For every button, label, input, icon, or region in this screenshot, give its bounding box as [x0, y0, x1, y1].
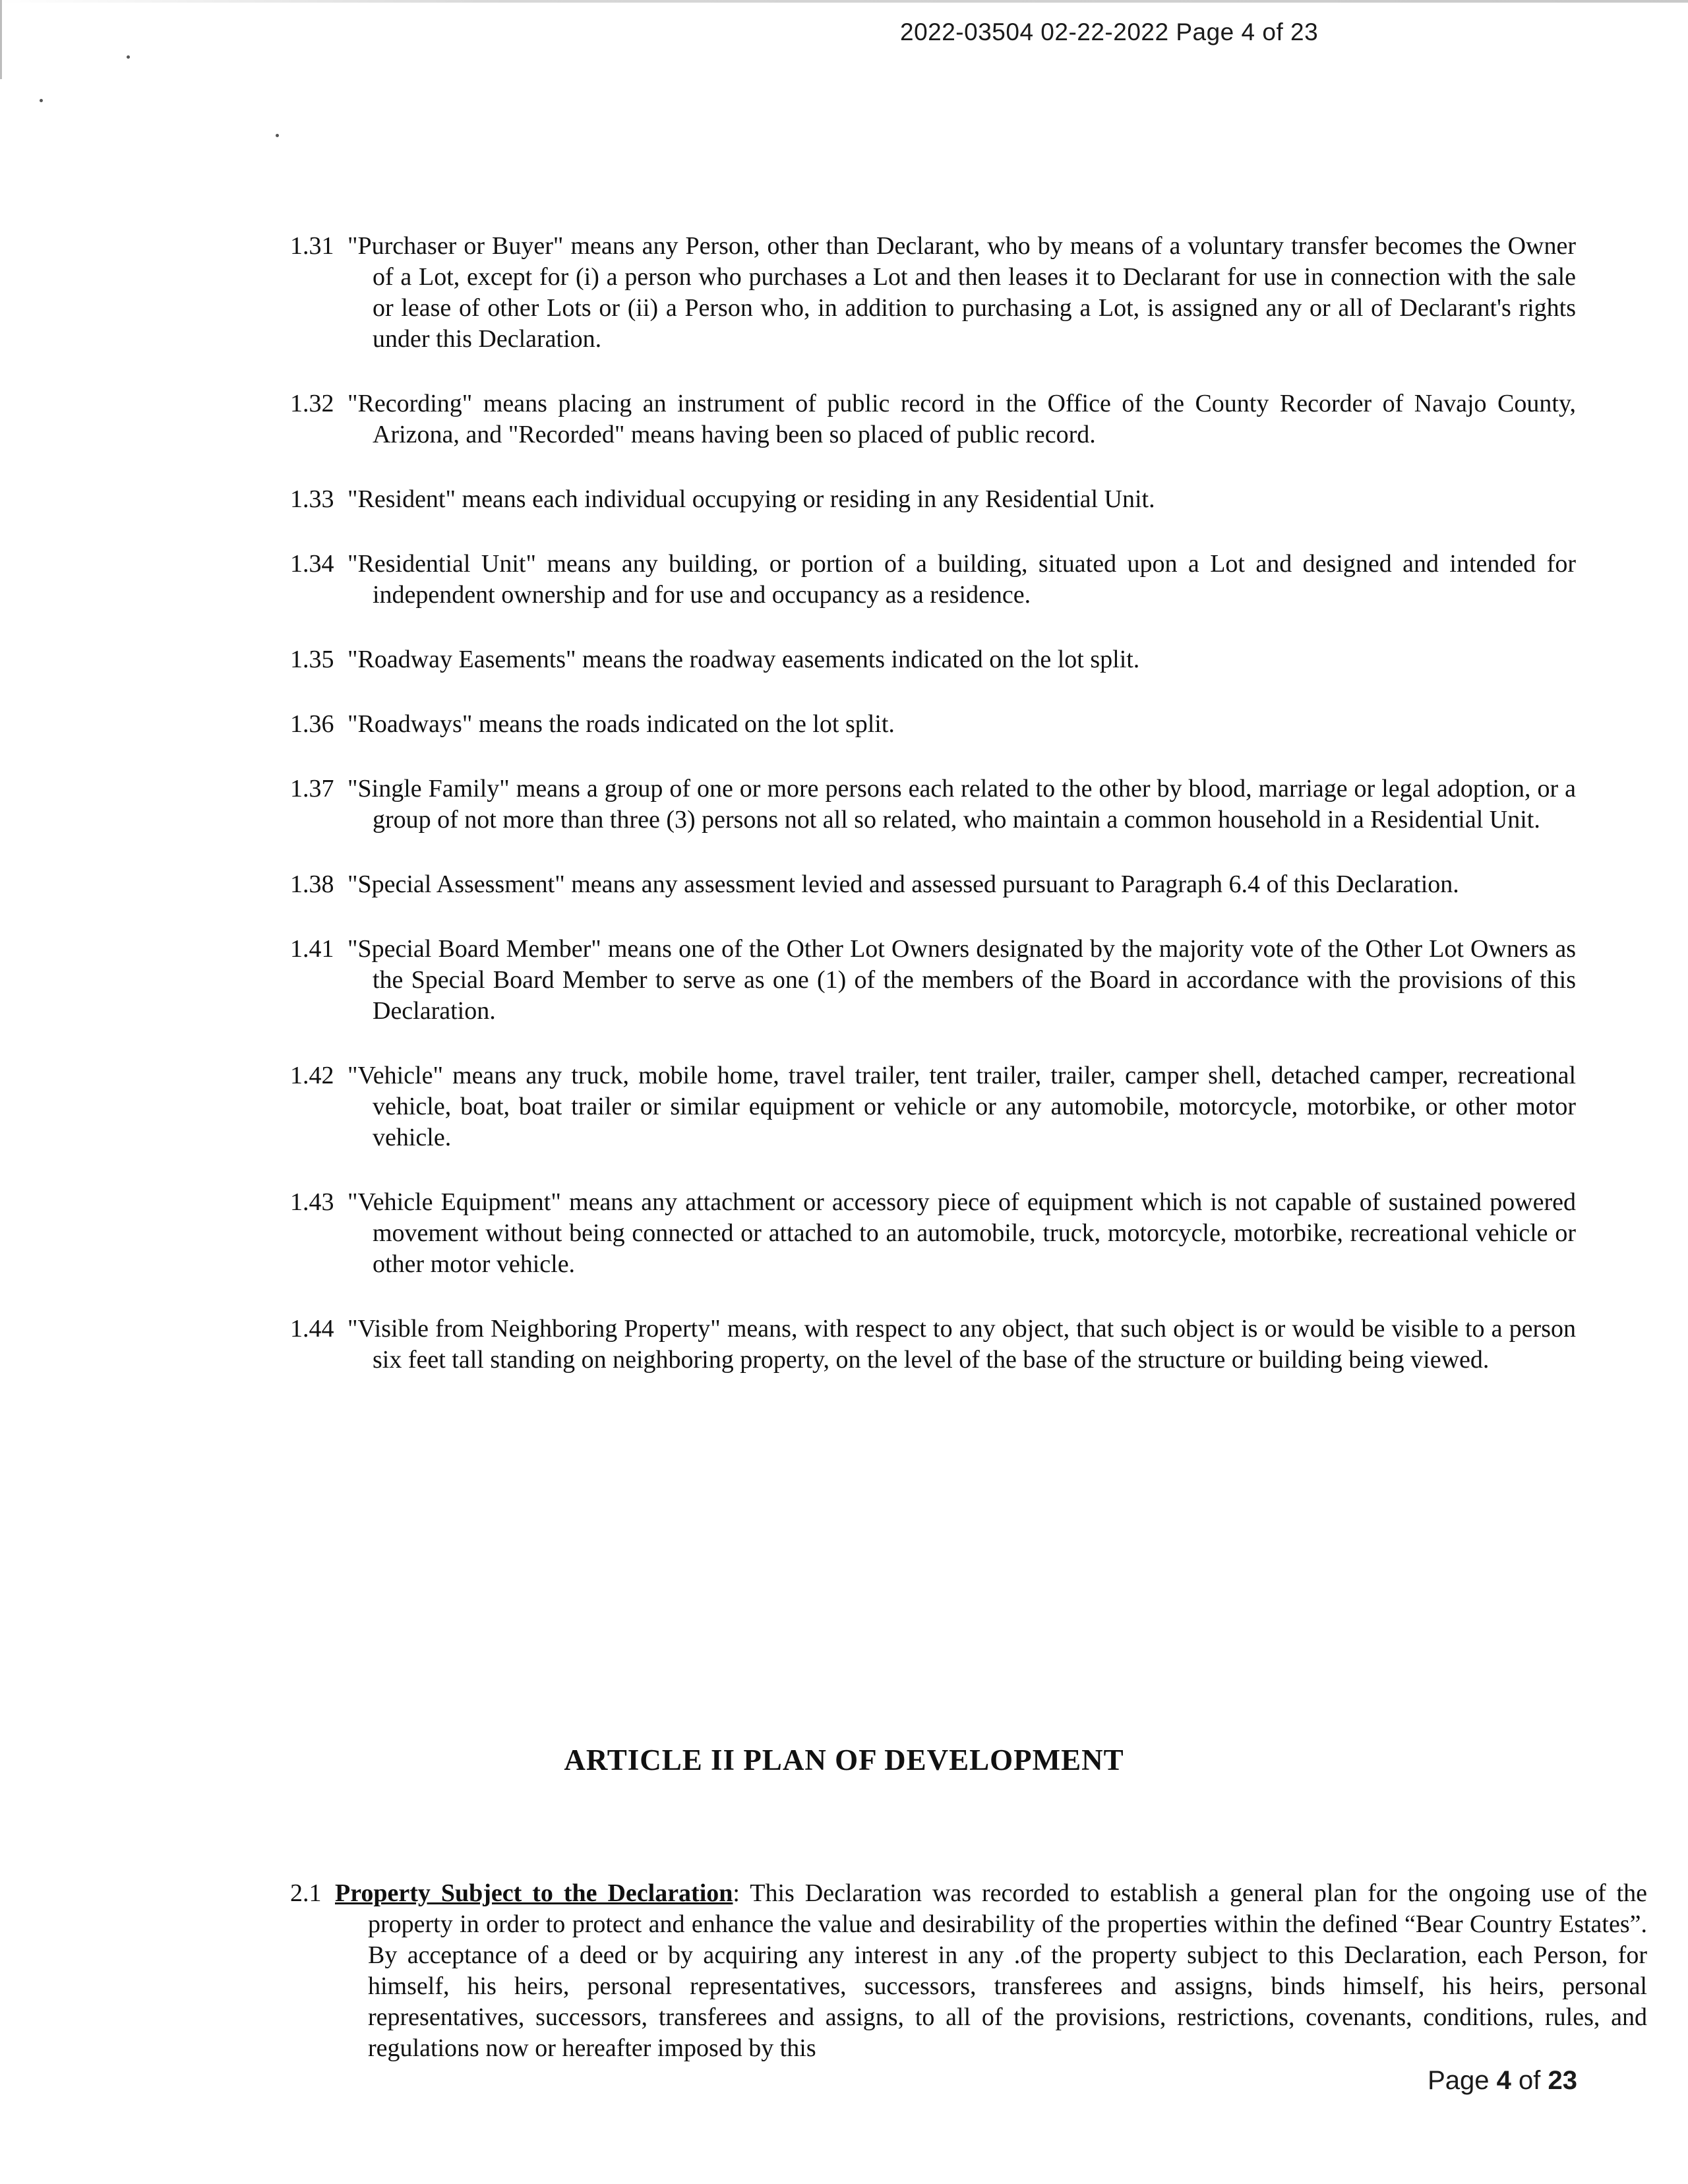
- definition-number: 1.38: [290, 870, 334, 898]
- article-heading: ARTICLE II PLAN OF DEVELOPMENT: [564, 1744, 1124, 1776]
- section-2-1: [290, 1878, 1647, 2064]
- definition-item: [290, 388, 1576, 450]
- definition-item: [290, 869, 1576, 900]
- definition-number: 1.37: [290, 775, 334, 803]
- footer-page-number: 4: [1496, 2066, 1511, 2095]
- footer-page-prefix: Page: [1428, 2066, 1497, 2095]
- definition-item: [290, 1314, 1576, 1376]
- definition-number: 1.33: [290, 485, 334, 513]
- definition-item: [290, 1187, 1576, 1280]
- section-title: Property Subject to the Declaration: [335, 1879, 733, 1907]
- section-number: 2.1: [290, 1879, 322, 1907]
- scan-speck: [276, 134, 279, 137]
- definition-text: "Vehicle Equipment" means any attachment or accessory piece of equipment which is not capable of sustained powered movement without being connected or attached to an automobile, truck, motorcycle, motorbike, recreational vehicle or other motor vehicle.: [347, 1188, 1576, 1278]
- definition-number: 1.42: [290, 1062, 334, 1089]
- section-text: This Declaration was recorded to establish a general plan for the ongoing use of the property in order to protect and enhance the value and desirability of the properties within the defined “Bear Country Estates”. By acceptance of a deed or by acquiring any interest in any .of the property subject to this Declaration, each Person, for himself, his heirs, personal representatives, successors, transferees and assigns, binds himself, his heirs, personal representatives, successors, transferees and assigns, to all of the provisions, restrictions, covenants, conditions, rules, and regulations now or hereafter imposed by this: [368, 1879, 1648, 2062]
- footer-page-total: 23: [1548, 2066, 1577, 2095]
- definition-text: "Visible from Neighboring Property" means, with respect to any object, that such object is or would be visible to a person six feet tall standing on neighboring property, on the level of the base of the structure or building being viewed.: [347, 1315, 1576, 1374]
- definition-number: 1.36: [290, 710, 334, 738]
- definition-item: [290, 709, 1576, 740]
- footer-page-of: of: [1511, 2066, 1548, 2095]
- section-title-separator: :: [733, 1879, 740, 1907]
- definition-item: [290, 774, 1576, 835]
- scan-edge-left: [0, 0, 2, 79]
- definition-text: "Resident" means each individual occupying or residing in any Residential Unit.: [347, 485, 1155, 513]
- definition-item: [290, 484, 1576, 515]
- definition-text: "Single Family" means a group of one or more persons each related to the other by blood, marriage or legal adoption, or a group of not more than three (3) persons not all so related, who maintain a common household in a Residential Unit.: [347, 775, 1576, 834]
- recording-stamp: 2022-03504 02-22-2022 Page 4 of 23: [900, 18, 1319, 46]
- definition-item: [290, 1060, 1576, 1153]
- definition-text: "Vehicle" means any truck, mobile home, travel trailer, tent trailer, trailer, camper shell, detached camper, recreational vehicle, boat, boat trailer or similar equipment or vehicle or any automobile, motorcycle, motorbike, or other motor vehicle.: [347, 1062, 1576, 1151]
- definition-text: "Recording" means placing an instrument of public record in the Office of the County Recorder of Navajo County, Arizona, and "Recorded" means having been so placed of public record.: [347, 390, 1576, 448]
- scan-speck: [127, 55, 130, 59]
- definition-text: "Special Assessment" means any assessment levied and assessed pursuant to Paragraph 6.4 of this Declaration.: [347, 870, 1459, 898]
- definition-number: 1.34: [290, 550, 334, 578]
- definition-number: 1.31: [290, 232, 334, 260]
- definition-text: "Residential Unit" means any building, or portion of a building, situated upon a Lot and designed and intended for independent ownership and for use and occupancy as a residence.: [347, 550, 1576, 609]
- definition-item: [290, 644, 1576, 675]
- definition-item: [290, 549, 1576, 611]
- definition-item: [290, 231, 1576, 355]
- definition-number: 1.44: [290, 1315, 334, 1343]
- definition-number: 1.43: [290, 1188, 334, 1216]
- definition-text: "Special Board Member" means one of the Other Lot Owners designated by the majority vote of the Other Lot Owners as the Special Board Member to serve as one (1) of the members of the Board in accordance with the provisions of this Declaration.: [347, 935, 1576, 1025]
- definition-text: "Purchaser or Buyer" means any Person, other than Declarant, who by means of a voluntary transfer becomes the Owner of a Lot, except for (i) a person who purchases a Lot and then leases it to Declarant for use in connection with the sale or lease of other Lots or (ii) a Person who, in addition to purchasing a Lot, is assigned any or all of Declarant's rights under this Declaration.: [347, 232, 1576, 353]
- definition-number: 1.35: [290, 646, 334, 673]
- definition-number: 1.32: [290, 390, 334, 417]
- scan-edge-top: [0, 0, 1688, 3]
- definition-number: 1.41: [290, 935, 334, 963]
- scan-speck: [40, 99, 43, 102]
- definitions-list: [290, 231, 1576, 1409]
- page-footer: [1428, 2066, 1577, 2096]
- definition-text: "Roadway Easements" means the roadway easements indicated on the lot split.: [347, 646, 1140, 673]
- definition-text: "Roadways" means the roads indicated on the lot split.: [347, 710, 895, 738]
- definition-item: [290, 934, 1576, 1027]
